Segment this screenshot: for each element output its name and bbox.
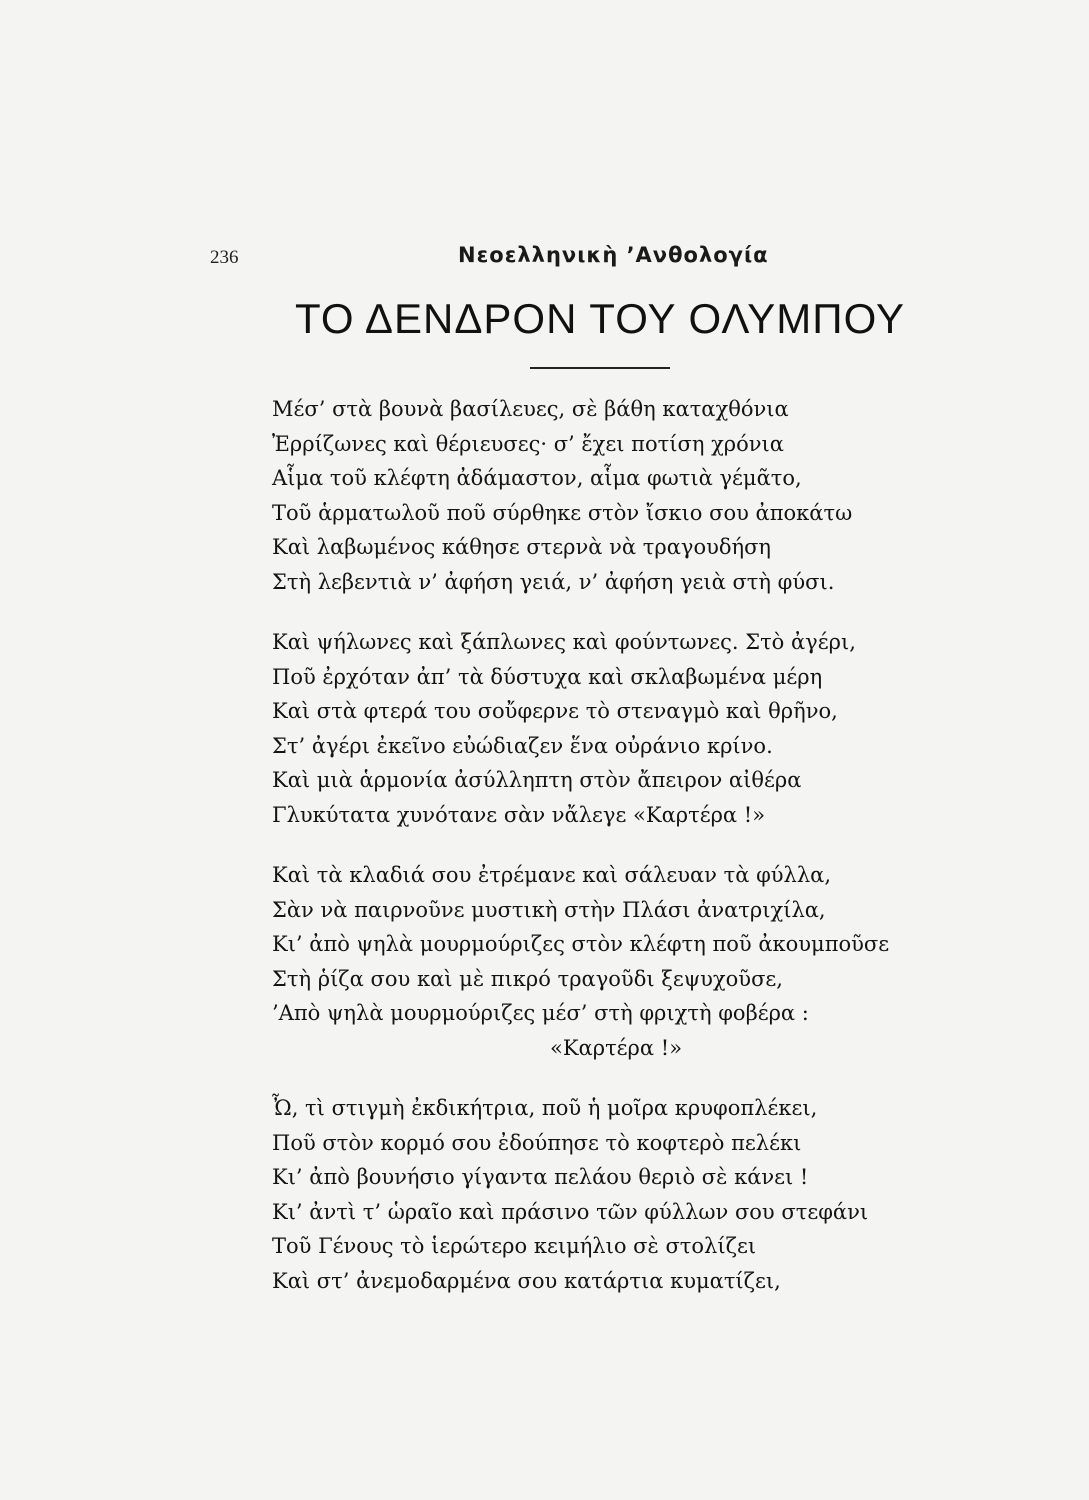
verse-line: Τοῦ Γένους τὸ ἱερώτερο κειμήλιο σὲ στολίζει xyxy=(272,1234,757,1258)
verse-line: Στὴ ῥίζα σου καὶ μὲ πικρό τραγοῦδι ξεψυχοῦσε, xyxy=(272,966,783,991)
stanza-4 xyxy=(272,1091,992,1298)
poem-body xyxy=(272,392,992,1324)
verse-line: Στ’ ἀγέρι ἐκεῖνο εὐώδιαζεν ἕνα οὐράνιο κρίνο. xyxy=(272,733,773,758)
verse-line: Κι’ ἀντὶ τ’ ὡραῖο καὶ πράσινο τῶν φύλλων σου στεφάνι xyxy=(272,1199,869,1224)
verse-line: Καὶ τὰ κλαδιά σου ἐτρέμανε καὶ σάλευαν τὰ φύλλα, xyxy=(272,863,832,887)
verse-line: Αἷμα τοῦ κλέφτη ἀδάμαστον, αἷμα φωτιὰ γέμᾶτο, xyxy=(272,466,802,490)
stanza-2 xyxy=(272,625,992,832)
stanza-1 xyxy=(272,392,992,599)
poem-title: ΤΟ ΔΕΝΔΡΟΝ ΤΟΥ ΟΛΥΜΠΟΥ xyxy=(295,295,905,342)
verse-line: Τοῦ ἁρματωλοῦ ποῦ σύρθηκε στὸν ἴσκιο σου ἀποκάτω xyxy=(272,500,853,525)
page-number: 236 xyxy=(210,247,239,268)
verse-line: Ποῦ στὸν κορμό σου ἐδούπησε τὸ κοφτερὸ πελέκι xyxy=(272,1130,802,1155)
verse-line: Καὶ στ’ ἀνεμοδαρμένα σου κατάρτια κυματίζει, xyxy=(272,1268,781,1293)
verse-line: Κι’ ἀπὸ βουνήσιο γίγαντα πελάου θεριὸ σὲ κάνει ! xyxy=(272,1165,809,1189)
verse-line: Καὶ μιὰ ἁρμονία ἀσύλληπτη στὸν ἄπειρον αἰθέρα xyxy=(272,768,802,792)
verse-line: Σὰν νὰ παιρνοῦνε μυστικὴ στὴν Πλάσι ἀνατριχίλα, xyxy=(272,897,826,922)
verse-line: Καὶ ψήλωνες καὶ ξάπλωνες καὶ φούντωνες. Στὸ ἀγέρι, xyxy=(272,630,856,654)
verse-line: Γλυκύτατα χυνότανε σὰν νἄλεγε «Καρτέρα !» xyxy=(272,802,766,827)
verse-line: Καὶ στὰ φτερά του σοὔφερνε τὸ στεναγμὸ καὶ θρῆνο, xyxy=(272,699,838,723)
verse-line: Ὦ, τὶ στιγμὴ ἐκδικήτρια, ποῦ ἡ μοῖρα κρυφοπλέκει, xyxy=(272,1096,818,1120)
verse-line: Κι’ ἀπὸ ψηλὰ μουρμούριζες στὸν κλέφτη ποῦ ἀκουμποῦσε xyxy=(272,932,890,956)
verse-line: Ἐρρίζωνες καὶ θέριευσες· σ’ ἔχει ποτίση χρόνια xyxy=(272,431,784,456)
verse-line-indented: «Καρτέρα !» xyxy=(550,1035,683,1060)
running-head: Νεοελληνικὴ ’Ανθολογία xyxy=(458,243,769,267)
title-rule xyxy=(530,367,670,369)
verse-line: Ποῦ ἐρχόταν ἀπ’ τὰ δύστυχα καὶ σκλαβωμένα μέρη xyxy=(272,664,823,689)
verse-line: ’Απὸ ψηλὰ μουρμούριζες μέσ’ στὴ φριχτὴ φοβέρα : xyxy=(272,1001,809,1025)
verse-line: Μέσ’ στὰ βουνὰ βασίλευες, σὲ βάθη καταχθόνια xyxy=(272,397,789,421)
verse-line: Στὴ λεβεντιὰ ν’ ἀφήση γειά, ν’ ἀφήση γειὰ στὴ φύσι. xyxy=(272,569,835,594)
verse-line: Καὶ λαβωμένος κάθησε στερνὰ νὰ τραγουδήση xyxy=(272,535,771,559)
stanza-3 xyxy=(272,858,992,1065)
